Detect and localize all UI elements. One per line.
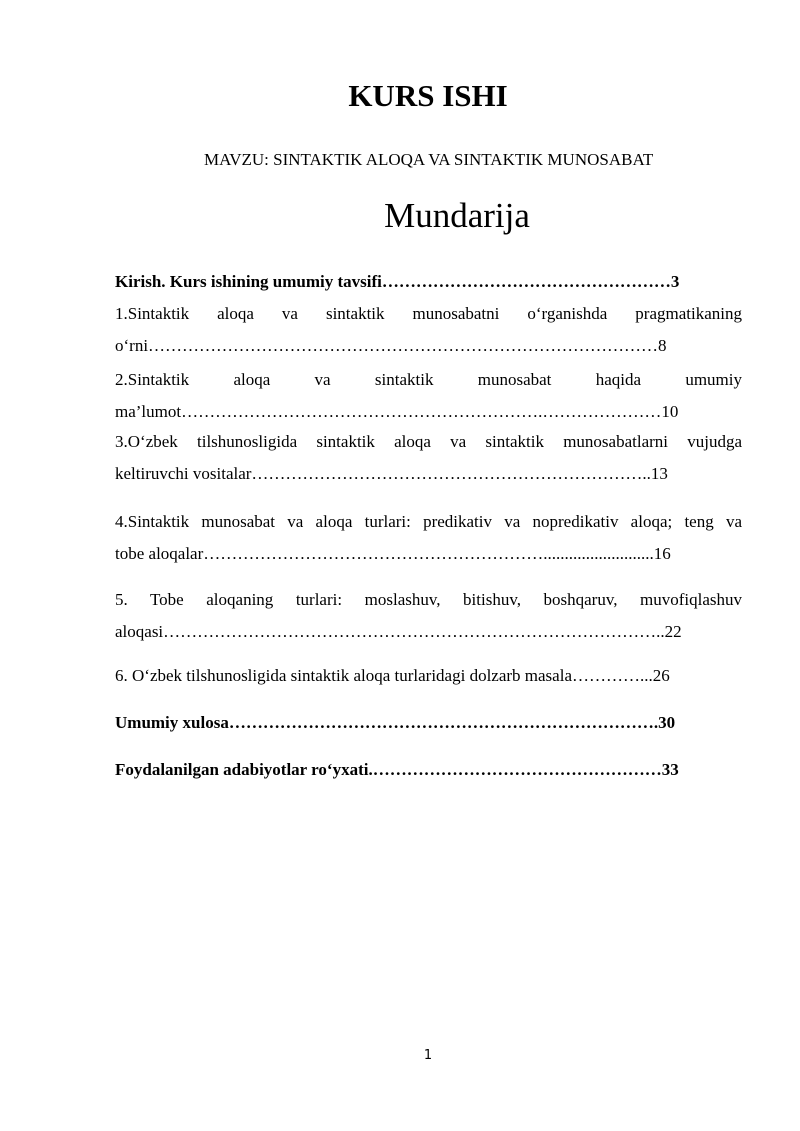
toc-entry-line: 5. Tobe aloqaning turlari: moslashuv, bitishuv, boshqaruv, muvofiqlashuv (115, 590, 742, 609)
toc-entry-text: 6. O‘zbek tilshunosligida sintaktik aloqa turlaridagi dolzarb masala…………...26 (115, 666, 670, 685)
toc-entry-line: keltiruvchi vositalar……………………………………………………………..13 (115, 464, 668, 483)
toc-entry-introduction (115, 266, 742, 298)
toc-entry-text: Kirish. Kurs ishining umumiy tavsifi……………………………………………3 (115, 272, 680, 291)
toc-entry-1 (115, 298, 742, 362)
toc-heading: Mundarija (384, 196, 530, 235)
page-number: 1 (423, 1048, 433, 1063)
toc-entry-2 (115, 364, 742, 428)
toc-entry-line: ma’lumot……………………………………………………….…………………10 (115, 402, 679, 421)
toc-entry-line: o‘rni………………………………………………………………………………8 (115, 336, 667, 355)
toc-entry-line: 4.Sintaktik munosabat va aloqa turlari: predikativ va nopredikativ aloqa; teng va (115, 512, 742, 531)
toc-entry-text: Foydalanilgan adabiyotlar ro‘yxati.……………………………………………33 (115, 760, 679, 779)
toc-entry-line: 3.O‘zbek tilshunosligida sintaktik aloqa va sintaktik munosabatlarni vujudga (115, 432, 742, 451)
toc-entry-3 (115, 426, 742, 490)
toc-entry-line: 2.Sintaktik aloqa va sintaktik munosabat haqida umumiy (115, 370, 742, 389)
toc-entry-4 (115, 506, 742, 570)
toc-entry-6 (115, 660, 742, 692)
document-title: KURS ISHI (348, 78, 508, 113)
toc-entry-references (115, 754, 742, 786)
toc-entry-5 (115, 584, 742, 648)
toc-entry-text: Umumiy xulosa………………………………………………………………….30 (115, 713, 676, 732)
toc-entry-line: 1.Sintaktik aloqa va sintaktik munosabatni o‘rganishda pragmatikaning (115, 304, 742, 323)
topic-line: MAVZU: SINTAKTIK ALOQA VA SINTAKTIK MUNOSABAT (204, 150, 654, 169)
toc-entry-line: tobe aloqalar……………………………………………………..........................16 (115, 544, 671, 563)
toc-entry-conclusion (115, 707, 742, 739)
toc-entry-line: aloqasi……………………………………………………………………………..22 (115, 622, 682, 641)
